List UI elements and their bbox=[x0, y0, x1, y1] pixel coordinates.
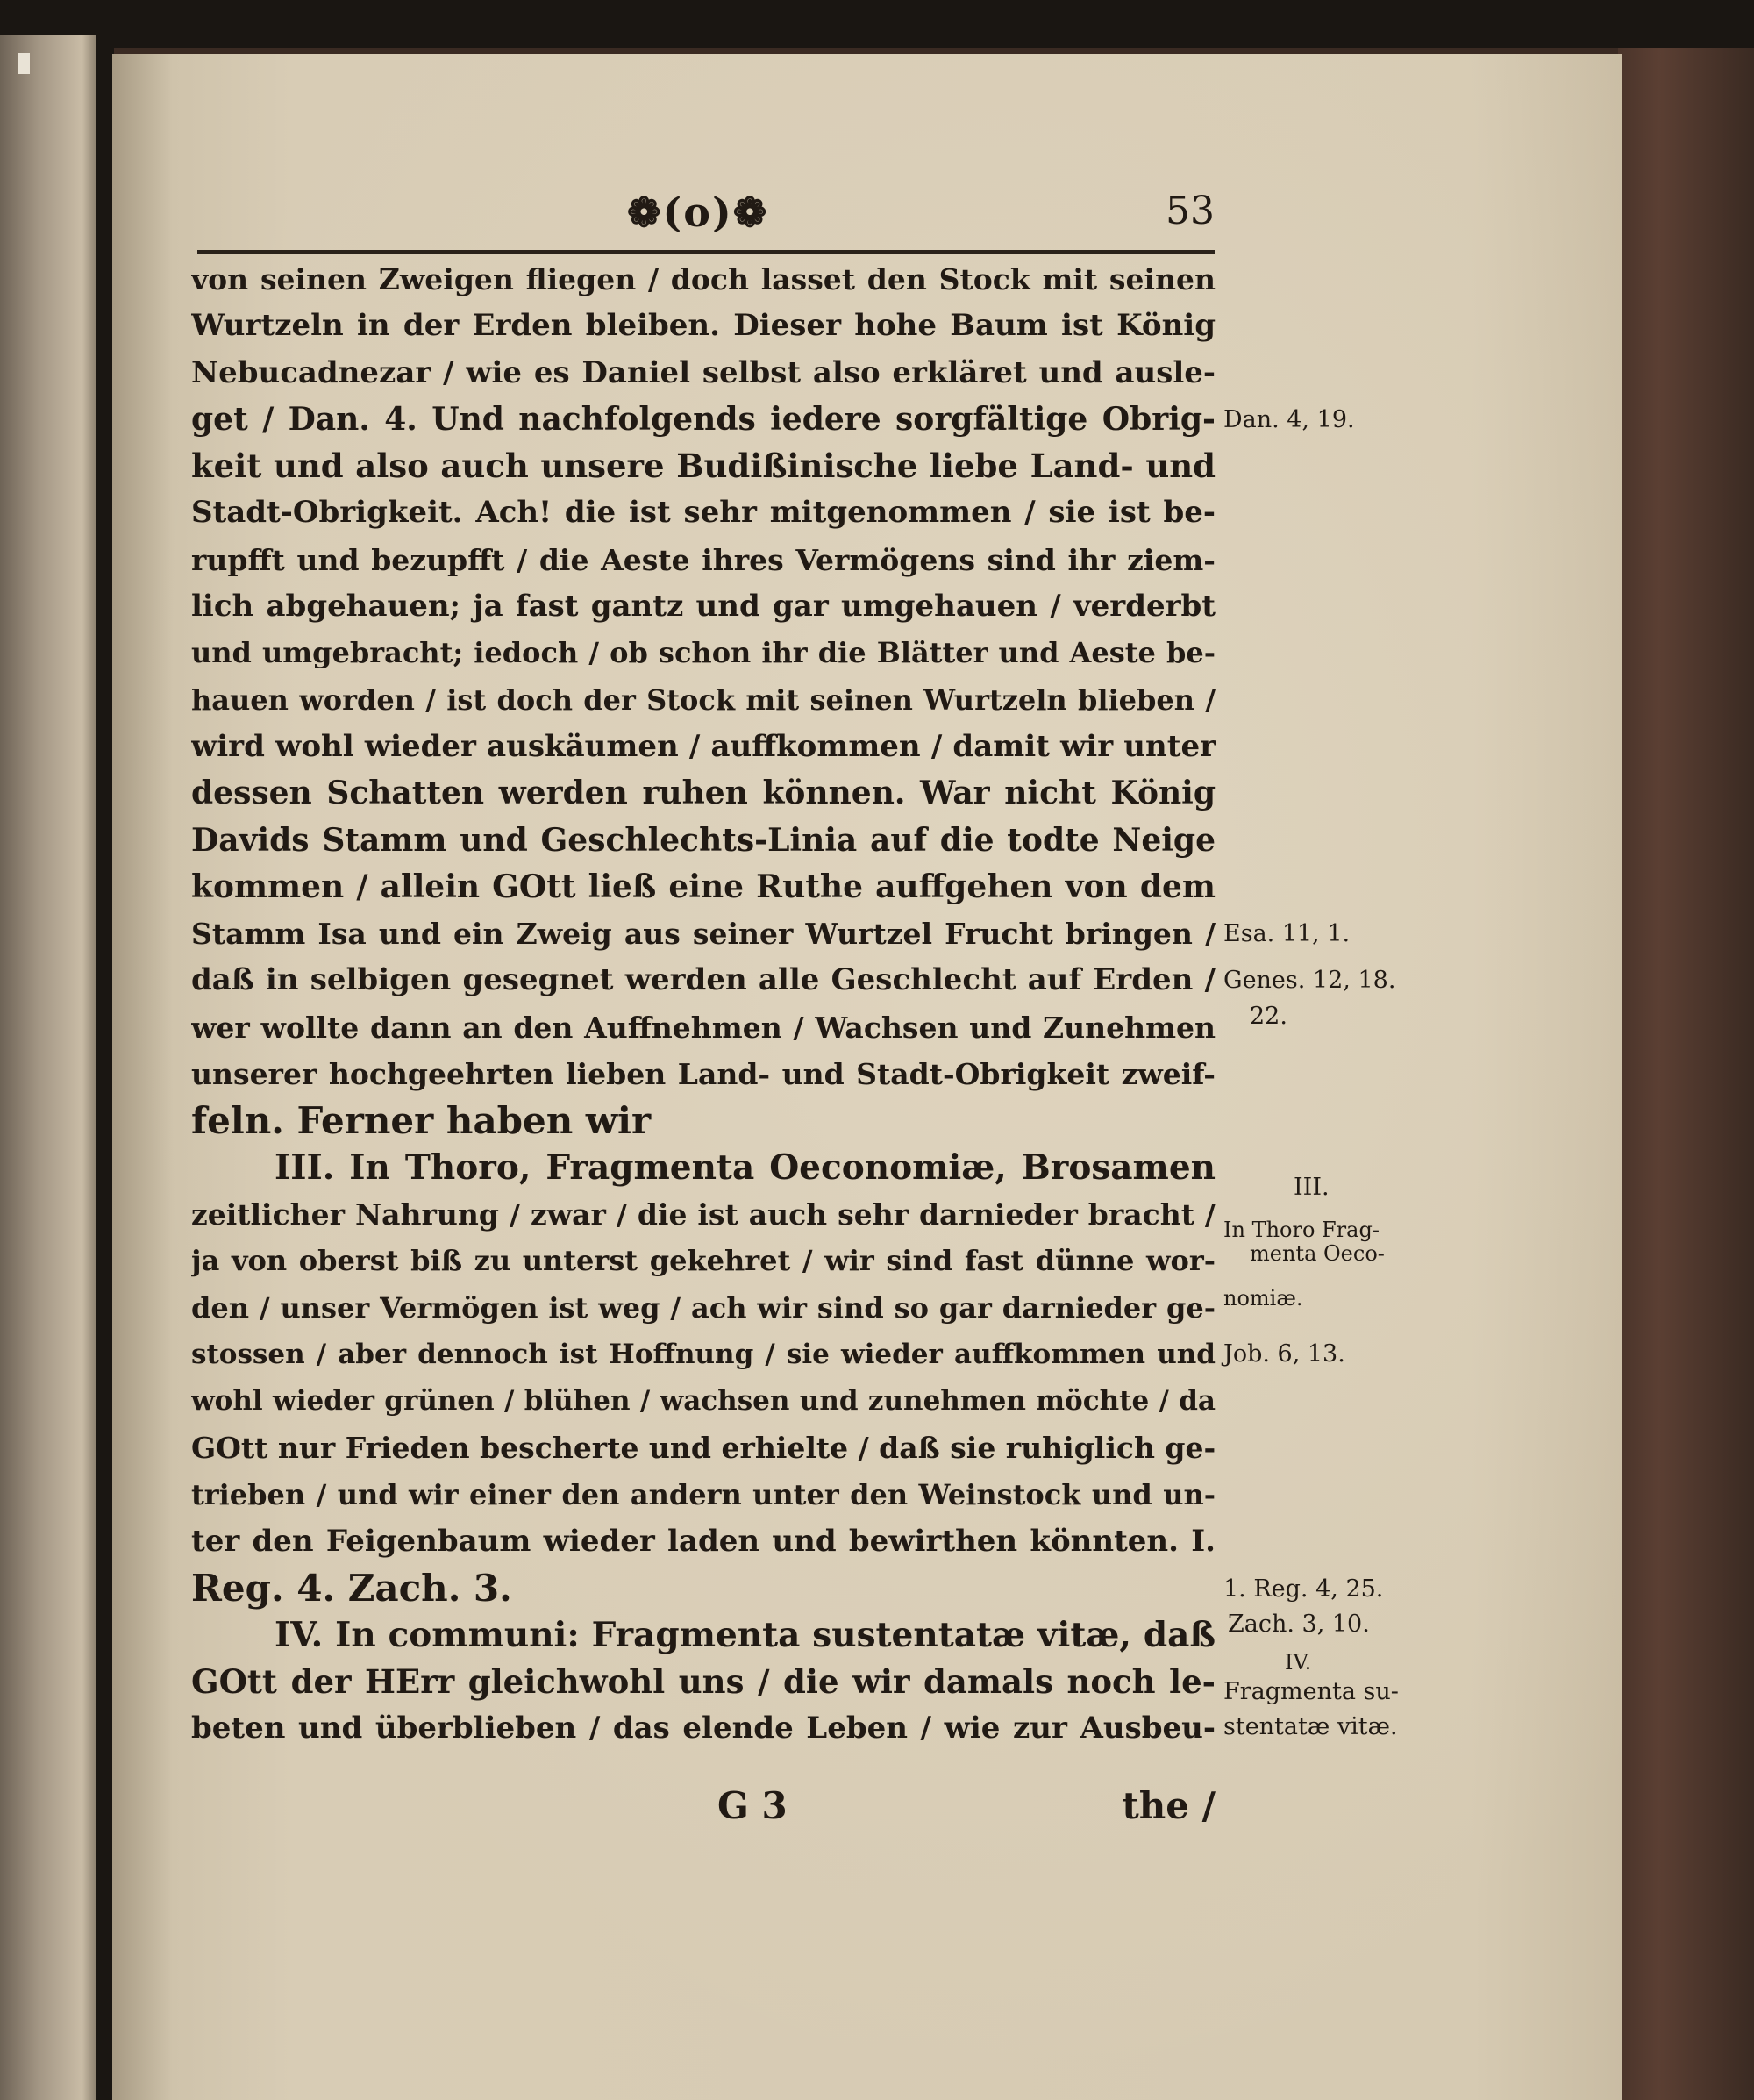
body-line: von seinen Zweigen fliegen / doch lasset den Stock mit seinen bbox=[191, 262, 1216, 296]
cover-edge bbox=[1618, 48, 1754, 2100]
body-line: daß in selbigen gesegnet werden alle Geschlecht auf Erden / bbox=[191, 962, 1216, 998]
body-line: ter den Feigenbaum wieder laden und bewirthen könnten. I. bbox=[191, 1524, 1216, 1560]
body-line: Stamm Isa und ein Zweig aus seiner Wurtzel Frucht bringen / bbox=[191, 917, 1216, 952]
margin-note: menta Oeco- bbox=[1250, 1241, 1385, 1266]
body-line: kommen / allein GOtt ließ eine Ruthe auffgehen von dem bbox=[191, 868, 1216, 905]
margin-note: Esa. 11, 1. bbox=[1223, 920, 1351, 947]
body-line: wird wohl wieder auskäumen / auffkommen / damit wir unter bbox=[191, 728, 1216, 764]
body-line: get / Dan. 4. Und nachfolgends iedere sorgfältige Obrig- bbox=[191, 400, 1216, 438]
body-line: Reg. 4. Zach. 3. bbox=[191, 1567, 512, 1611]
body-line: trieben / und wir einer den andern unter den Weinstock und un- bbox=[191, 1477, 1216, 1511]
body-line: zeitlicher Nahrung / zwar / die ist auch sehr darnieder bracht / bbox=[191, 1196, 1216, 1232]
body-line: Wurtzeln in der Erden bleiben. Dieser hohe Baum ist König bbox=[191, 308, 1216, 344]
body-line: keit und also auch unsere Budißinische liebe Land- und bbox=[191, 446, 1216, 486]
body-line: wohl wieder grünen / blühen / wachsen und zunehmen möchte / da bbox=[191, 1385, 1216, 1418]
body-line: rupfft und bezupfft / die Aeste ihres Vermögens sind ihr ziem- bbox=[191, 542, 1216, 577]
body-line: Stadt-Obrigkeit. Ach! die ist sehr mitgenommen / sie ist be- bbox=[191, 495, 1216, 531]
body-line: Nebucadnezar / wie es Daniel selbst also erkläret und ausle- bbox=[191, 354, 1216, 390]
header-ornament: ❁(o)❁ bbox=[627, 189, 769, 236]
body-line: und umgebracht; iedoch / ob schon ihr die Blätter und Aeste be- bbox=[191, 636, 1216, 670]
margin-note: stentatæ vitæ. bbox=[1223, 1713, 1398, 1740]
body-line: GOtt nur Frieden bescherte und erhielte / daß sie ruhiglich ge- bbox=[191, 1431, 1216, 1466]
page-header bbox=[197, 189, 1215, 241]
body-line: GOtt der HErr gleichwohl uns / die wir damals noch le- bbox=[191, 1661, 1216, 1701]
body-line: beten und überblieben / das elende Leben / wie zur Ausbeu- bbox=[191, 1711, 1216, 1746]
margin-note: Zach. 3, 10. bbox=[1228, 1611, 1370, 1638]
body-line: unserer hochgeehrten lieben Land- und Stadt-Obrigkeit zweif- bbox=[191, 1057, 1216, 1092]
margin-note: nomiæ. bbox=[1223, 1286, 1303, 1311]
page-footer bbox=[191, 1784, 1216, 1832]
body-line: IV. In communi: Fragmenta sustentatæ vitæ, daß bbox=[275, 1614, 1216, 1655]
body-line: dessen Schatten werden ruhen können. War nicht König bbox=[191, 775, 1216, 812]
page-number: 53 bbox=[1166, 189, 1215, 233]
header-rule bbox=[197, 250, 1215, 254]
body-line: ja von oberst biß zu unterst gekehret / wir sind fast dünne wor- bbox=[191, 1244, 1216, 1278]
body-line: hauen worden / ist doch der Stock mit seinen Wurtzeln blieben / bbox=[191, 682, 1216, 717]
margin-note: Fragmenta su- bbox=[1223, 1678, 1399, 1705]
margin-note: 1. Reg. 4, 25. bbox=[1223, 1575, 1384, 1603]
body-line: Davids Stamm und Geschlechts-Linia auf die todte Neige bbox=[191, 821, 1216, 859]
signature-mark: G 3 bbox=[717, 1784, 788, 1827]
margin-note: IV. bbox=[1285, 1650, 1312, 1675]
margin-note: III. bbox=[1294, 1174, 1330, 1201]
previous-page-edge bbox=[0, 35, 96, 2100]
margin-note: Genes. 12, 18. bbox=[1223, 967, 1396, 994]
body-line: stossen / aber dennoch ist Hoffnung / sie wieder auffkommen und bbox=[191, 1338, 1216, 1370]
margin-note: Dan. 4, 19. bbox=[1223, 406, 1355, 433]
margin-note: Job. 6, 13. bbox=[1223, 1340, 1345, 1368]
body-line: feln. Ferner haben wir bbox=[191, 1099, 652, 1143]
page-tab bbox=[18, 53, 30, 74]
catchword: the / bbox=[1122, 1784, 1216, 1827]
body-text bbox=[191, 256, 1216, 1753]
body-line: lich abgehauen; ja fast gantz und gar umgehauen / verderbt bbox=[191, 589, 1216, 625]
body-line: wer wollte dann an den Auffnehmen / Wachsen und Zunehmen bbox=[191, 1010, 1216, 1045]
margin-note: 22. bbox=[1250, 1003, 1287, 1030]
body-line: III. In Thoro, Fragmenta Oeconomiæ, Brosamen bbox=[275, 1146, 1216, 1188]
margin-note: In Thoro Frag- bbox=[1223, 1218, 1380, 1242]
body-line: den / unser Vermögen ist weg / ach wir sind so gar darnieder ge- bbox=[191, 1290, 1216, 1325]
